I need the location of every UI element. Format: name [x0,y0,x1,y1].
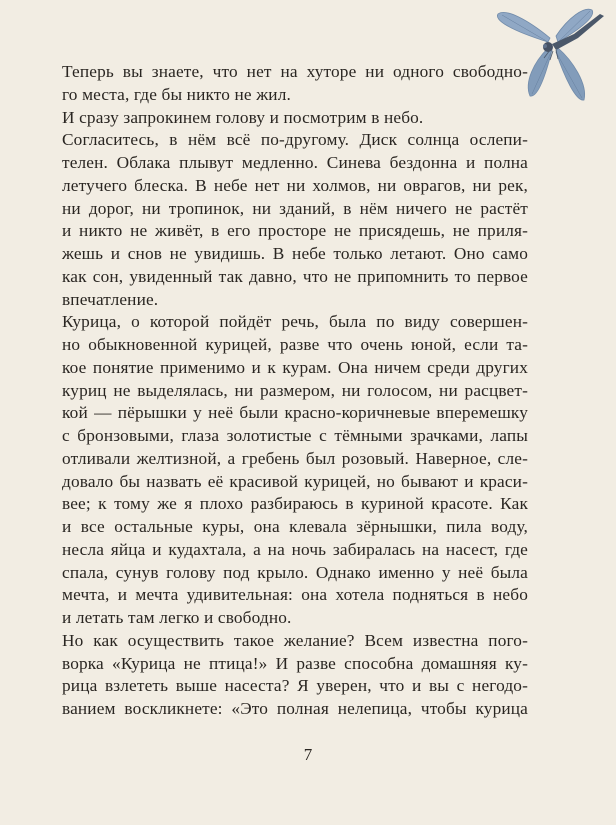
text-line: и летать там легко и свободно. [62,608,292,627]
text-line: впечатление. [62,289,159,309]
text-line: Курица, о которой пойдёт речь, была по виду совершен- [62,312,528,332]
text-line: телен. Облака плывут медленно. Синева бездонна и полна [62,153,528,172]
text-line: как сон, увиденный так давно, что не припомнить то первое [62,266,528,286]
text-line: рица взлететь выше насеста? Я уверен, что и вы с негодо- [62,676,528,696]
text-line: Теперь вы знаете, что нет на хуторе ни одного свободно- [62,62,528,81]
text-line: го места, где бы никто не жил. [62,84,291,104]
body-text [62,61,528,721]
text-line: вее; к тому же я плохо разбираюсь в куриной красоте. Как [62,494,528,514]
text-line: отливали желтизной, а гребень был розовый. Наверное, сле- [62,448,528,468]
text-line: летучего блеска. В небе нет ни холмов, ни оврагов, ни рек, [62,175,528,195]
text-line: куриц не выделялась, ни размером, ни голосом, ни расцвет- [62,380,528,400]
text-line: И сразу запрокинем голову и посмотрим в небо. [62,107,424,127]
text-line: и никто не живёт, в его просторе не присядешь, не приля- [62,221,528,241]
page-number: 7 [303,745,313,764]
text-line: ванием воскликнете: «Это полная нелепица, чтобы курица [62,699,528,718]
text-line: кой — пёрышки у неё были красно-коричневые вперемешку [62,403,528,423]
text-line: довало бы назвать её красивой курицей, но бывают и краси- [62,471,528,491]
text-line: спала, сунув голову под крыло. Однако именно у неё была [62,562,528,582]
text-line: Согласитесь, в нём всё по-другому. Диск солнца ослепи- [62,130,528,150]
text-line: ни дорог, ни тропинок, ни зданий, в нём ничего не растёт [62,198,528,218]
text-line: мечта, и мечта удивительная: она хотела подняться в небо [62,585,528,605]
text-line: несла яйца и кудахтала, а на ночь забиралась на насест, где [62,539,528,559]
text-line: но обыкновенной курицей, разве что очень юной, если та- [62,335,528,354]
text-line: Но как осуществить такое желание? Всем известна пого- [62,630,528,650]
text-line: жешь и снов не увидишь. В небе только летают. Оно само [62,244,528,263]
text-line: кое понятие применимо и к курам. Она ничем среди других [62,357,528,377]
text-line: и все остальные куры, она клевала зёрнышки, пила воду, [62,517,528,536]
text-line: ворка «Курица не птица!» И разве способна домашняя ку- [62,653,528,673]
text-line: с бронзовыми, глаза золотистые с тёмными зрачками, лапы [62,426,528,445]
